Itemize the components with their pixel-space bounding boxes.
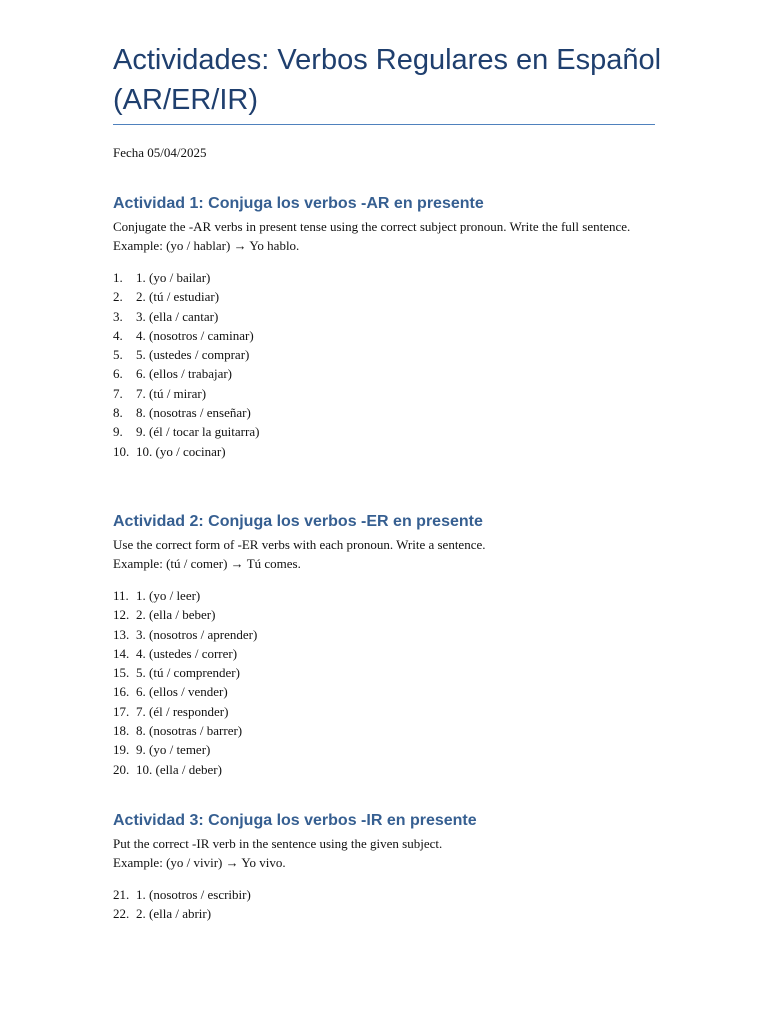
list-item: 11. 1. (yo / leer) — [113, 588, 201, 603]
list-item: 4. 4. (nosotros / caminar) — [113, 327, 254, 343]
list-item: 20. 10. (ella / deber) — [113, 761, 222, 777]
section-example: Example: (yo / vivir) → Yo vivo. — [113, 855, 286, 870]
section-example: Example: (yo / hablar) → Yo hablo. — [113, 238, 300, 253]
list-item: 14. 4. (ustedes / correr) — [113, 645, 238, 661]
date-line: Fecha 05/04/2025 — [113, 145, 207, 160]
section-instruction: Conjugate the -AR verbs in present tense using the correct subject pronoun. Write the full sentence. Example: (yo / hablar) → Yo hablo. — [113, 219, 631, 253]
list-item: 19. 9. (yo / temer) — [113, 742, 211, 758]
list-item: 7. 7. (tú / mirar) — [113, 385, 207, 401]
section-instruction: Put the correct -IR verb in the sentence using the given subject. Example: (yo / vivir) → Yo vivo. — [113, 836, 443, 870]
list-item: 13. 3. (nosotros / aprender) — [113, 626, 258, 642]
list-item: 3. 3. (ella / cantar) — [113, 308, 219, 324]
list-item: 1. 1. (yo / bailar) — [113, 270, 211, 285]
list-item: 5. 5. (ustedes / comprar) — [113, 347, 250, 363]
exercise-list — [113, 268, 673, 461]
list-item: 15. 5. (tú / comprender) — [113, 665, 240, 681]
section-actividad-1 — [113, 193, 673, 461]
list-item: 21. 1. (nosotros / escribir) — [113, 887, 251, 902]
section-heading: Actividad 2: Conjuga los verbos -ER en presente — [113, 513, 483, 530]
section-instruction: Use the correct form of -ER verbs with each pronoun. Write a sentence. Example: (tú / comer) → Tú comes. — [113, 537, 486, 571]
list-item: 16. 6. (ellos / vender) — [113, 684, 228, 700]
list-item: 2. 2. (tú / estudiar) — [113, 289, 220, 305]
exercise-list — [113, 885, 673, 924]
list-item: 17. 7. (él / responder) — [113, 703, 229, 719]
section-example: Example: (tú / comer) → Tú comes. — [113, 556, 301, 571]
list-item: 18. 8. (nosotras / barrer) — [113, 723, 243, 739]
list-item: 10. 10. (yo / cocinar) — [113, 443, 226, 459]
section-heading: Actividad 3: Conjuga los verbos -IR en presente — [113, 812, 477, 829]
exercise-list — [113, 586, 673, 779]
section-actividad-2 — [113, 511, 673, 779]
list-item: 6. 6. (ellos / trabajar) — [113, 366, 233, 382]
title-divider — [113, 124, 655, 125]
section-heading: Actividad 1: Conjuga los verbos -AR en presente — [113, 195, 484, 212]
list-item: 12. 2. (ella / beber) — [113, 607, 216, 623]
list-item: 8. 8. (nosotras / enseñar) — [113, 405, 251, 421]
document-title: Actividades: Verbos Regulares en Español (AR/ER/IR) — [113, 44, 662, 116]
section-actividad-3 — [113, 810, 673, 924]
list-item: 9. 9. (él / tocar la guitarra) — [113, 424, 260, 440]
list-item: 22. 2. (ella / abrir) — [113, 906, 212, 922]
